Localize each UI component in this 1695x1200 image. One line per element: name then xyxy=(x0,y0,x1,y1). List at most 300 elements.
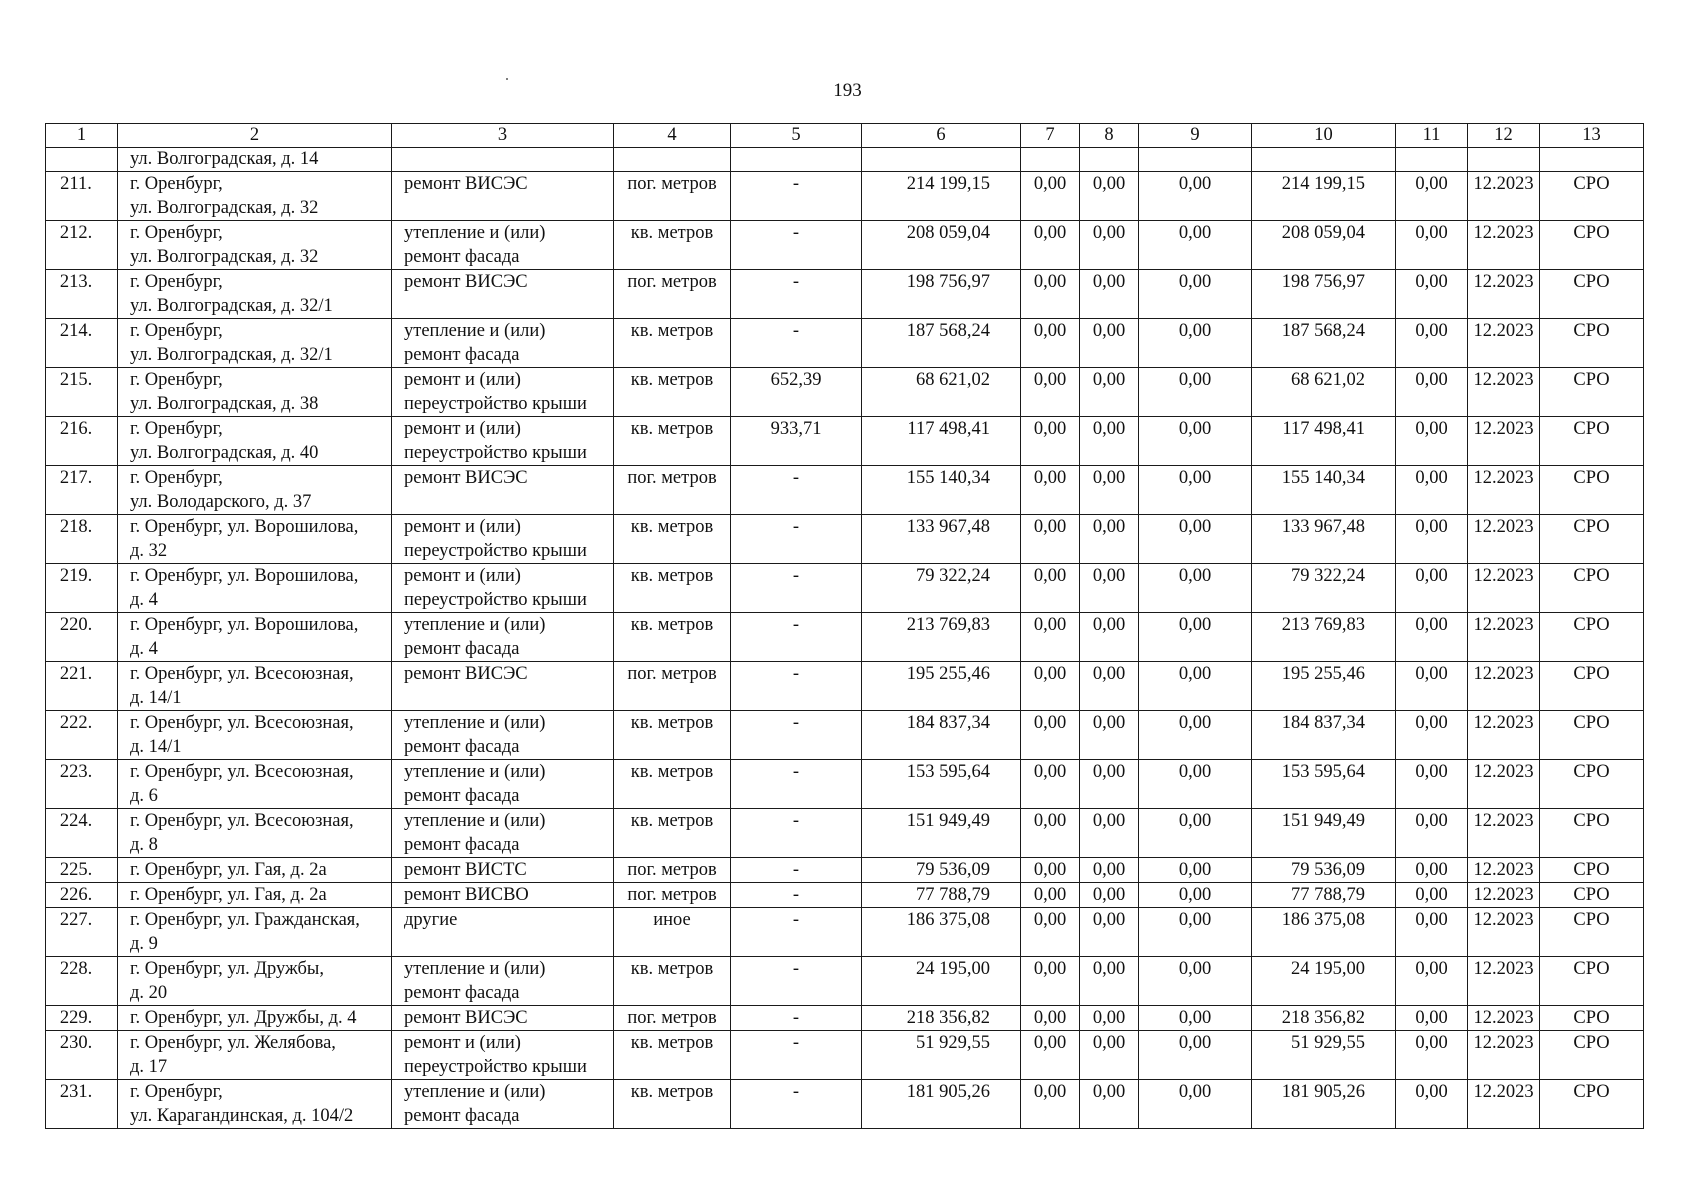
cell-address xyxy=(118,1031,392,1080)
cell-total xyxy=(862,148,1021,172)
cell-col10: 214 199,15 xyxy=(1252,172,1396,221)
cell-address-line: д. 17 xyxy=(130,1057,168,1077)
cell-num: 221. xyxy=(46,662,118,711)
cell-num: 216. xyxy=(46,417,118,466)
table-row xyxy=(46,957,1644,1006)
cell-work-line: переустройство крыши xyxy=(404,443,587,463)
cell-address-line: ул. Волгоградская, д. 32/1 xyxy=(130,345,333,365)
cell-date: 12.2023 xyxy=(1468,809,1540,858)
cell-col9: 0,00 xyxy=(1139,466,1252,515)
cell-unit: кв. метров xyxy=(614,1080,731,1129)
cell-col11: 0,00 xyxy=(1396,515,1468,564)
column-header: 7 xyxy=(1021,124,1080,148)
cell-address xyxy=(118,172,392,221)
cell-total: 77 788,79 xyxy=(862,883,1021,908)
cell-total: 51 929,55 xyxy=(862,1031,1021,1080)
cell-col7: 0,00 xyxy=(1021,319,1080,368)
cell-qty: 652,39 xyxy=(731,368,862,417)
cell-col11: 0,00 xyxy=(1396,711,1468,760)
cell-unit: пог. метров xyxy=(614,1006,731,1031)
cell-work-line: ремонт ВИСЭС xyxy=(404,468,528,488)
cell-col7: 0,00 xyxy=(1021,172,1080,221)
cell-work-line: переустройство крыши xyxy=(404,1057,587,1077)
cell-qty: - xyxy=(731,172,862,221)
table-row xyxy=(46,760,1644,809)
cell-total: 208 059,04 xyxy=(862,221,1021,270)
cell-total: 133 967,48 xyxy=(862,515,1021,564)
cell-col8: 0,00 xyxy=(1080,613,1139,662)
cell-work-line: ремонт и (или) xyxy=(404,1033,521,1053)
cell-col7: 0,00 xyxy=(1021,957,1080,1006)
cell-address xyxy=(118,711,392,760)
cell-source: СРО xyxy=(1540,172,1644,221)
table-row xyxy=(46,908,1644,957)
cell-address xyxy=(118,564,392,613)
column-header: 11 xyxy=(1396,124,1468,148)
cell-address-line: г. Оренбург, ул. Гражданская, xyxy=(130,910,360,930)
cell-work-line: ремонт фасада xyxy=(404,737,520,757)
cell-col7: 0,00 xyxy=(1021,1031,1080,1080)
cell-unit: кв. метров xyxy=(614,809,731,858)
cell-work-line: другие xyxy=(404,910,458,930)
cell-qty: - xyxy=(731,957,862,1006)
cell-num: 220. xyxy=(46,613,118,662)
cell-col11: 0,00 xyxy=(1396,1006,1468,1031)
cell-qty: 933,71 xyxy=(731,417,862,466)
cell-col9: 0,00 xyxy=(1139,711,1252,760)
cell-work-line: утепление и (или) xyxy=(404,959,546,979)
cell-col7: 0,00 xyxy=(1021,1006,1080,1031)
cell-work xyxy=(392,858,614,883)
cell-source: СРО xyxy=(1540,564,1644,613)
cell-col9: 0,00 xyxy=(1139,809,1252,858)
cell-col7: 0,00 xyxy=(1021,466,1080,515)
cell-work-line: ремонт фасада xyxy=(404,983,520,1003)
cell-work xyxy=(392,883,614,908)
cell-work-line: утепление и (или) xyxy=(404,811,546,831)
cell-col9: 0,00 xyxy=(1139,1031,1252,1080)
cell-unit: кв. метров xyxy=(614,319,731,368)
cell-col11: 0,00 xyxy=(1396,760,1468,809)
cell-num: 228. xyxy=(46,957,118,1006)
cell-col11: 0,00 xyxy=(1396,221,1468,270)
page-number: 193 xyxy=(833,80,862,101)
cell-col10: 155 140,34 xyxy=(1252,466,1396,515)
cell-address-line: г. Оренбург, ул. Желябова, xyxy=(130,1033,336,1053)
column-header: 5 xyxy=(731,124,862,148)
cell-col10: 153 595,64 xyxy=(1252,760,1396,809)
cell-total: 117 498,41 xyxy=(862,417,1021,466)
cell-work-line: ремонт фасада xyxy=(404,345,520,365)
cell-col8: 0,00 xyxy=(1080,711,1139,760)
cell-address-line: ул. Карагандинская, д. 104/2 xyxy=(130,1106,354,1126)
cell-work-line: утепление и (или) xyxy=(404,713,546,733)
cell-work xyxy=(392,711,614,760)
cell-col10: 79 322,24 xyxy=(1252,564,1396,613)
cell-col9: 0,00 xyxy=(1139,1080,1252,1129)
cell-address-line: г. Оренбург, ул. Ворошилова, xyxy=(130,615,359,635)
cell-address-line: г. Оренбург, xyxy=(130,419,223,439)
cell-unit: кв. метров xyxy=(614,221,731,270)
table-row xyxy=(46,564,1644,613)
cell-col11 xyxy=(1396,148,1468,172)
cell-col8: 0,00 xyxy=(1080,1006,1139,1031)
cell-total: 186 375,08 xyxy=(862,908,1021,957)
column-header: 2 xyxy=(118,124,392,148)
cell-col10 xyxy=(1252,148,1396,172)
cell-work xyxy=(392,221,614,270)
cell-col8: 0,00 xyxy=(1080,760,1139,809)
cell-address xyxy=(118,613,392,662)
cell-qty: - xyxy=(731,858,862,883)
cell-total: 79 322,24 xyxy=(862,564,1021,613)
cell-address-line: г. Оренбург, xyxy=(130,174,223,194)
cell-col10: 186 375,08 xyxy=(1252,908,1396,957)
cell-work xyxy=(392,172,614,221)
cell-source: СРО xyxy=(1540,809,1644,858)
cell-source: СРО xyxy=(1540,662,1644,711)
cell-work-line: ремонт ВИСЭС xyxy=(404,272,528,292)
cell-col8: 0,00 xyxy=(1080,883,1139,908)
cell-address-line: д. 20 xyxy=(130,983,168,1003)
table-row xyxy=(46,270,1644,319)
cell-col7: 0,00 xyxy=(1021,760,1080,809)
cell-num: 224. xyxy=(46,809,118,858)
cell-col11: 0,00 xyxy=(1396,662,1468,711)
cell-col10: 218 356,82 xyxy=(1252,1006,1396,1031)
cell-col9: 0,00 xyxy=(1139,368,1252,417)
cell-work xyxy=(392,148,614,172)
cell-work-line: ремонт фасада xyxy=(404,786,520,806)
cell-col7: 0,00 xyxy=(1021,1080,1080,1129)
cell-total: 195 255,46 xyxy=(862,662,1021,711)
cell-col8: 0,00 xyxy=(1080,270,1139,319)
cell-col9: 0,00 xyxy=(1139,172,1252,221)
cell-address xyxy=(118,908,392,957)
cell-address-line: г. Оренбург, xyxy=(130,468,223,488)
cell-total: 24 195,00 xyxy=(862,957,1021,1006)
cell-col10: 24 195,00 xyxy=(1252,957,1396,1006)
cell-col7: 0,00 xyxy=(1021,809,1080,858)
cell-source: СРО xyxy=(1540,270,1644,319)
cell-source: СРО xyxy=(1540,1006,1644,1031)
cell-qty xyxy=(731,148,862,172)
cell-work-line: переустройство крыши xyxy=(404,590,587,610)
cell-address: ул. Волгоградская, д. 14 xyxy=(118,148,392,172)
cell-qty: - xyxy=(731,564,862,613)
column-header: 3 xyxy=(392,124,614,148)
cell-total: 198 756,97 xyxy=(862,270,1021,319)
cell-col9 xyxy=(1139,148,1252,172)
cell-col11: 0,00 xyxy=(1396,809,1468,858)
cell-address-line: г. Оренбург, ул. Дружбы, xyxy=(130,959,324,979)
cell-unit: пог. метров xyxy=(614,662,731,711)
cell-address xyxy=(118,1006,392,1031)
cell-col10: 195 255,46 xyxy=(1252,662,1396,711)
cell-unit xyxy=(614,148,731,172)
cell-qty: - xyxy=(731,662,862,711)
cell-address-line: г. Оренбург, ул. Всесоюзная, xyxy=(130,762,354,782)
cell-work-line: ремонт фасада xyxy=(404,247,520,267)
cell-unit: кв. метров xyxy=(614,515,731,564)
cell-date: 12.2023 xyxy=(1468,368,1540,417)
cell-num: 231. xyxy=(46,1080,118,1129)
cell-col10: 208 059,04 xyxy=(1252,221,1396,270)
cell-date: 12.2023 xyxy=(1468,858,1540,883)
cell-work-line: ремонт фасада xyxy=(404,639,520,659)
cell-col9: 0,00 xyxy=(1139,613,1252,662)
cell-qty: - xyxy=(731,711,862,760)
cell-col8: 0,00 xyxy=(1080,1080,1139,1129)
cell-date: 12.2023 xyxy=(1468,417,1540,466)
column-number-header-row xyxy=(46,124,1644,148)
cell-work xyxy=(392,1080,614,1129)
cell-unit: кв. метров xyxy=(614,711,731,760)
cell-work-line: ремонт и (или) xyxy=(404,419,521,439)
cell-col8: 0,00 xyxy=(1080,319,1139,368)
cell-qty: - xyxy=(731,270,862,319)
cell-work xyxy=(392,515,614,564)
cell-work xyxy=(392,957,614,1006)
cell-col9: 0,00 xyxy=(1139,858,1252,883)
cell-date: 12.2023 xyxy=(1468,760,1540,809)
cell-col11: 0,00 xyxy=(1396,172,1468,221)
cell-col9: 0,00 xyxy=(1139,908,1252,957)
cell-address-line: г. Оренбург, ул. Всесоюзная, xyxy=(130,664,354,684)
cell-address-line: ул. Волгоградская, д. 32 xyxy=(130,247,319,267)
cell-work-line: ремонт ВИСЭС xyxy=(404,1008,528,1028)
cell-num: 212. xyxy=(46,221,118,270)
cell-work-line: ремонт и (или) xyxy=(404,370,521,390)
cell-col11: 0,00 xyxy=(1396,270,1468,319)
cell-date: 12.2023 xyxy=(1468,564,1540,613)
cell-qty: - xyxy=(731,515,862,564)
cell-unit: кв. метров xyxy=(614,1031,731,1080)
cell-num: 211. xyxy=(46,172,118,221)
cell-date: 12.2023 xyxy=(1468,515,1540,564)
cell-col9: 0,00 xyxy=(1139,319,1252,368)
cell-work-line: ремонт ВИСЭС xyxy=(404,664,528,684)
cell-col10: 184 837,34 xyxy=(1252,711,1396,760)
cell-address-line: г. Оренбург, ул. Гая, д. 2а xyxy=(130,860,327,880)
cell-col9: 0,00 xyxy=(1139,221,1252,270)
table-row xyxy=(46,221,1644,270)
table-row xyxy=(46,809,1644,858)
cell-col10: 133 967,48 xyxy=(1252,515,1396,564)
cell-total: 184 837,34 xyxy=(862,711,1021,760)
cell-total: 181 905,26 xyxy=(862,1080,1021,1129)
cell-col8: 0,00 xyxy=(1080,809,1139,858)
cell-num: 215. xyxy=(46,368,118,417)
cell-unit: пог. метров xyxy=(614,466,731,515)
cell-unit: кв. метров xyxy=(614,760,731,809)
cell-num: 219. xyxy=(46,564,118,613)
cell-source: СРО xyxy=(1540,957,1644,1006)
cell-num: 214. xyxy=(46,319,118,368)
cell-date xyxy=(1468,148,1540,172)
cell-work xyxy=(392,270,614,319)
cell-col10: 117 498,41 xyxy=(1252,417,1396,466)
cell-col9: 0,00 xyxy=(1139,883,1252,908)
cell-date: 12.2023 xyxy=(1468,1080,1540,1129)
cell-address-line: г. Оренбург, ул. Ворошилова, xyxy=(130,566,359,586)
table-row xyxy=(46,417,1644,466)
cell-total: 213 769,83 xyxy=(862,613,1021,662)
column-header: 9 xyxy=(1139,124,1252,148)
cell-address xyxy=(118,515,392,564)
table-row xyxy=(46,319,1644,368)
cell-col7 xyxy=(1021,148,1080,172)
cell-source: СРО xyxy=(1540,1031,1644,1080)
cell-source: СРО xyxy=(1540,908,1644,957)
cell-num: 227. xyxy=(46,908,118,957)
cell-col7: 0,00 xyxy=(1021,417,1080,466)
cell-qty: - xyxy=(731,908,862,957)
cell-address-line: г. Оренбург, xyxy=(130,223,223,243)
cell-unit: кв. метров xyxy=(614,957,731,1006)
cell-source: СРО xyxy=(1540,883,1644,908)
cell-date: 12.2023 xyxy=(1468,466,1540,515)
cell-work-line: ремонт и (или) xyxy=(404,517,521,537)
cell-num: 218. xyxy=(46,515,118,564)
cell-address-line: д. 14/1 xyxy=(130,737,182,757)
cell-qty: - xyxy=(731,883,862,908)
cell-num: 222. xyxy=(46,711,118,760)
continuation-row xyxy=(46,148,1644,172)
table-row xyxy=(46,662,1644,711)
cell-date: 12.2023 xyxy=(1468,221,1540,270)
cell-qty: - xyxy=(731,221,862,270)
cell-unit: кв. метров xyxy=(614,417,731,466)
cell-col10: 187 568,24 xyxy=(1252,319,1396,368)
cell-address xyxy=(118,270,392,319)
cell-address-line: д. 8 xyxy=(130,835,158,855)
cell-col8: 0,00 xyxy=(1080,957,1139,1006)
cell-source: СРО xyxy=(1540,858,1644,883)
cell-address xyxy=(118,858,392,883)
cell-address-line: г. Оренбург, xyxy=(130,272,223,292)
cell-col7: 0,00 xyxy=(1021,613,1080,662)
cell-date: 12.2023 xyxy=(1468,957,1540,1006)
cell-col11: 0,00 xyxy=(1396,564,1468,613)
cell-col8: 0,00 xyxy=(1080,466,1139,515)
cell-col11: 0,00 xyxy=(1396,417,1468,466)
cell-col9: 0,00 xyxy=(1139,564,1252,613)
cell-col7: 0,00 xyxy=(1021,368,1080,417)
table-row xyxy=(46,858,1644,883)
cell-date: 12.2023 xyxy=(1468,172,1540,221)
column-header: 1 xyxy=(46,124,118,148)
cell-qty: - xyxy=(731,1031,862,1080)
cell-work xyxy=(392,908,614,957)
cell-work-line: ремонт фасада xyxy=(404,1106,520,1126)
cell-address xyxy=(118,319,392,368)
cell-col9: 0,00 xyxy=(1139,417,1252,466)
cell-source: СРО xyxy=(1540,417,1644,466)
cell-col10: 213 769,83 xyxy=(1252,613,1396,662)
column-header: 10 xyxy=(1252,124,1396,148)
cell-work-line: утепление и (или) xyxy=(404,321,546,341)
cell-address xyxy=(118,883,392,908)
cell-work xyxy=(392,760,614,809)
cell-unit: кв. метров xyxy=(614,564,731,613)
cell-address-line: ул. Волгоградская, д. 40 xyxy=(130,443,319,463)
cell-work xyxy=(392,319,614,368)
cell-total: 218 356,82 xyxy=(862,1006,1021,1031)
cell-address-line: г. Оренбург, xyxy=(130,370,223,390)
table-row xyxy=(46,466,1644,515)
cell-col9: 0,00 xyxy=(1139,515,1252,564)
column-header: 4 xyxy=(614,124,731,148)
cell-col9: 0,00 xyxy=(1139,1006,1252,1031)
cell-source: СРО xyxy=(1540,711,1644,760)
table-row xyxy=(46,613,1644,662)
cell-address xyxy=(118,221,392,270)
cell-work xyxy=(392,368,614,417)
repair-plan-table-wrap xyxy=(45,123,1643,1129)
cell-work-line: утепление и (или) xyxy=(404,615,546,635)
cell-unit: кв. метров xyxy=(614,613,731,662)
cell-address-line: г. Оренбург, ул. Всесоюзная, xyxy=(130,811,354,831)
cell-qty: - xyxy=(731,760,862,809)
table-row xyxy=(46,883,1644,908)
cell-col11: 0,00 xyxy=(1396,858,1468,883)
cell-date: 12.2023 xyxy=(1468,711,1540,760)
cell-col10: 51 929,55 xyxy=(1252,1031,1396,1080)
cell-address-line: г. Оренбург, xyxy=(130,321,223,341)
cell-work xyxy=(392,1006,614,1031)
column-header: 8 xyxy=(1080,124,1139,148)
cell-address-line: д. 4 xyxy=(130,639,158,659)
table-row xyxy=(46,515,1644,564)
cell-col11: 0,00 xyxy=(1396,883,1468,908)
cell-col10: 77 788,79 xyxy=(1252,883,1396,908)
cell-col11: 0,00 xyxy=(1396,1031,1468,1080)
cell-address xyxy=(118,1080,392,1129)
scan-speck xyxy=(506,78,508,80)
cell-address xyxy=(118,368,392,417)
cell-col11: 0,00 xyxy=(1396,319,1468,368)
cell-col10: 68 621,02 xyxy=(1252,368,1396,417)
cell-col8: 0,00 xyxy=(1080,515,1139,564)
cell-qty: - xyxy=(731,319,862,368)
cell-num xyxy=(46,148,118,172)
table-row xyxy=(46,1080,1644,1129)
cell-col7: 0,00 xyxy=(1021,662,1080,711)
cell-col9: 0,00 xyxy=(1139,760,1252,809)
cell-col8: 0,00 xyxy=(1080,564,1139,613)
cell-address-line: д. 6 xyxy=(130,786,158,806)
cell-num: 225. xyxy=(46,858,118,883)
cell-source xyxy=(1540,148,1644,172)
cell-qty: - xyxy=(731,466,862,515)
cell-col10: 151 949,49 xyxy=(1252,809,1396,858)
cell-address xyxy=(118,760,392,809)
cell-work-line: утепление и (или) xyxy=(404,223,546,243)
cell-qty: - xyxy=(731,1080,862,1129)
cell-col11: 0,00 xyxy=(1396,368,1468,417)
cell-qty: - xyxy=(731,613,862,662)
cell-col11: 0,00 xyxy=(1396,908,1468,957)
cell-col8: 0,00 xyxy=(1080,417,1139,466)
cell-date: 12.2023 xyxy=(1468,662,1540,711)
cell-work-line: переустройство крыши xyxy=(404,541,587,561)
cell-address-line: д. 4 xyxy=(130,590,158,610)
cell-date: 12.2023 xyxy=(1468,319,1540,368)
cell-address xyxy=(118,662,392,711)
cell-col11: 0,00 xyxy=(1396,613,1468,662)
cell-work-line: переустройство крыши xyxy=(404,394,587,414)
